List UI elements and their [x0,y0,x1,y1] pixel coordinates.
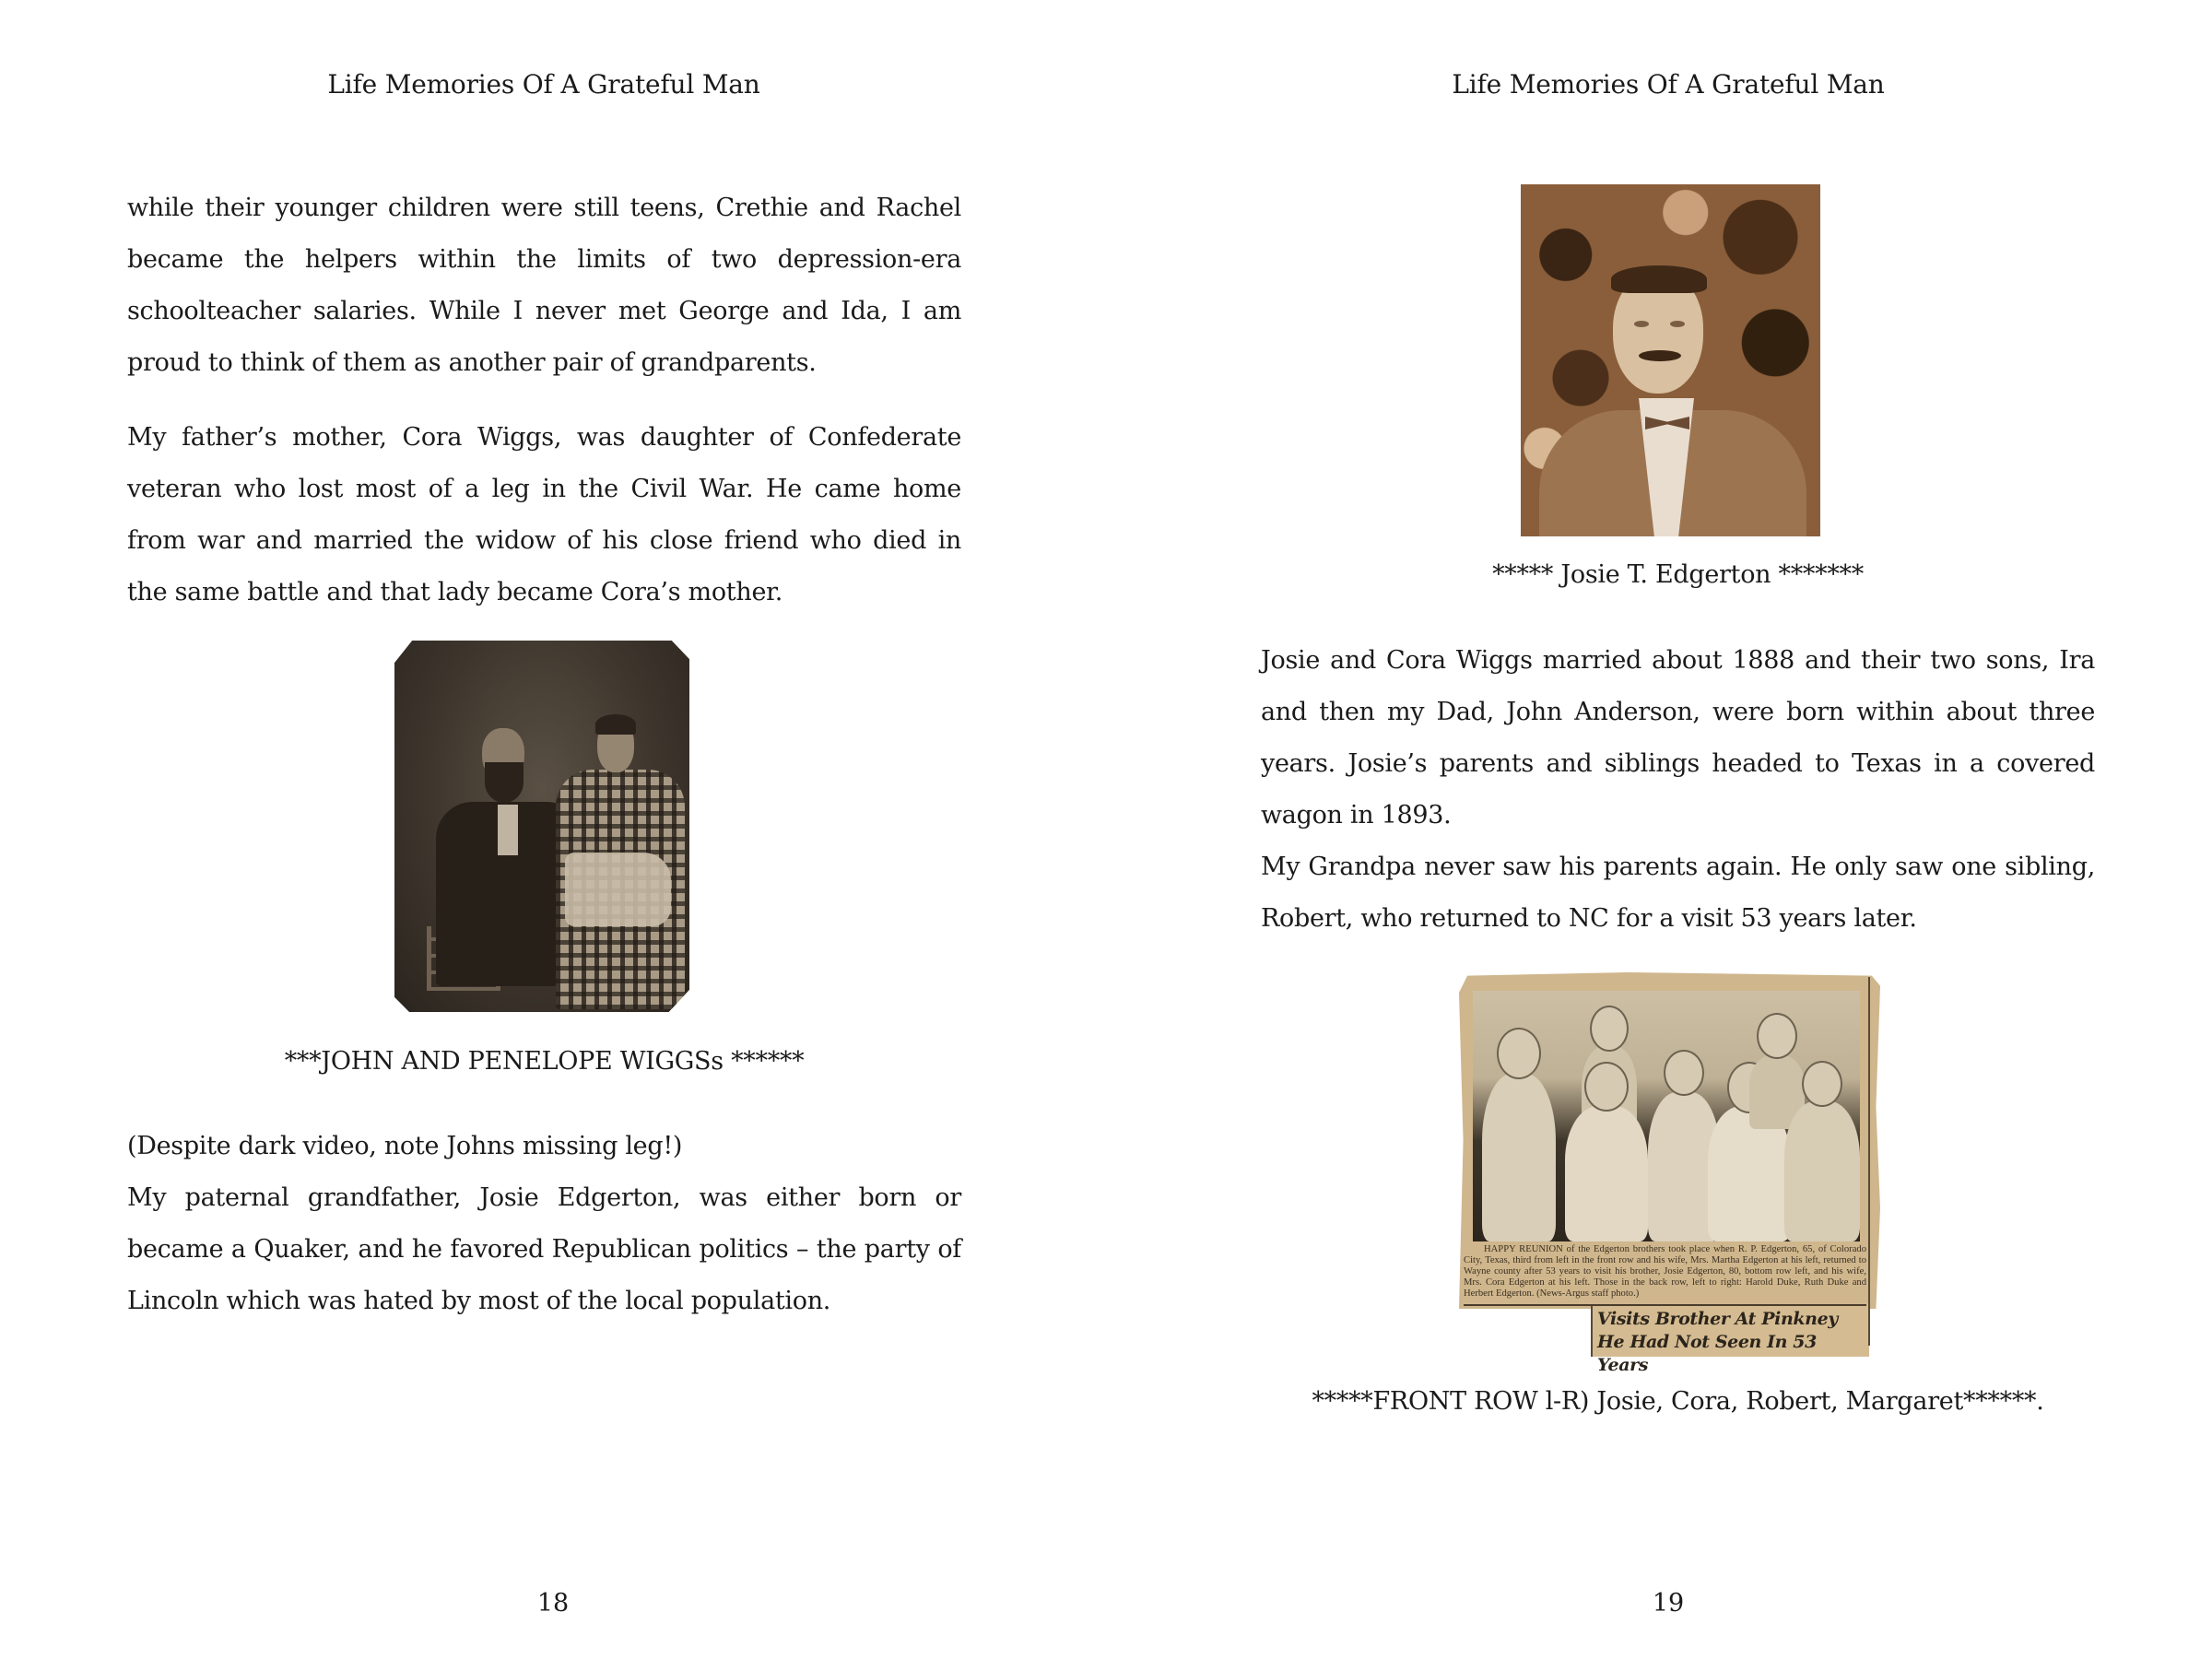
left-body-top [127,182,961,618]
photo-josie-t-edgerton [1521,184,1820,536]
hair [1611,265,1707,293]
paragraph-josie-cora-married: Josie and Cora Wiggs married about 1888 and their two sons, Ira and then my Dad, John Anderson, were born within about three years. Josie’s parents and siblings headed to Texas in a covered wagon in 1893. [1261,646,2095,830]
eye-left [1634,321,1649,327]
man-shirt [498,805,518,855]
left-body-bottom [127,1121,961,1327]
person-margaret [1784,1101,1860,1241]
person-cora [1565,1106,1648,1241]
person-josie [1482,1074,1556,1241]
paragraph-grandpa-robert: My Grandpa never saw his parents again. He only saw one sibling, Robert, who returned to NC for a visit 53 years later. [1261,853,2095,933]
running-head-left: Life Memories Of A Grateful Man [327,69,760,100]
page-number-18: 18 [536,1589,570,1618]
woman-hair [595,714,636,735]
man-beard [485,762,524,803]
clipping-caption-text: HAPPY REUNION of the Edgerton brothers took place when R. P. Edgerton, 65, of Colorado City, Texas, third from left in the front row and his wife, Mrs. Martha Edgerton at his left, returned to Wayne county after 53 years to visit his brother, Josie Edgerton, 80, bottom row left, and his wife, Mrs. Cora Edgerton at his left. Those in the back row, left to right: Harold Duke, Ruth Duke and Herbert Edgerton. (News-Argus staff photo.) [1464,1244,1866,1299]
caption-john-penelope: ***JOHN AND PENELOPE WIGGSs ****** [284,1047,805,1076]
reunion-photo [1473,991,1860,1241]
photo-john-and-penelope-wiggs [394,641,689,1012]
paragraph-josie-quaker: My paternal grandfather, Josie Edgerton, was either born or became a Quaker, and he favored Republican politics – the party of Lincoln which was hated by most of the local population. [127,1183,961,1315]
right-body [1261,635,2095,945]
clipping-column-rule [1868,977,1870,1346]
mustache [1639,350,1681,361]
clipping-headline [1597,1308,1866,1377]
caption-front-row: *****FRONT ROW l-R) Josie, Cora, Robert, Margaret******. [1312,1387,2044,1416]
running-head-right: Life Memories Of A Grateful Man [1452,69,1885,100]
page-number-19: 19 [1652,1589,1685,1618]
headline-line-2: He Had Not Seen In 53 Years [1597,1332,1817,1375]
newspaper-clipping [1459,972,1880,1375]
paragraph-cora-wiggs: My father’s mother, Cora Wiggs, was daughter of Confederate veteran who lost most of a leg in the Civil War. He came home from war and married the widow of his close friend who died in the same battle and that lady became Cora’s mother. [127,423,961,606]
woman-apron [565,853,671,926]
note-missing-leg: (Despite dark video, note Johns missing leg!) [127,1132,683,1160]
caption-josie-edgerton: ***** Josie T. Edgerton ******* [1492,560,1864,589]
clipping-rule [1464,1304,1866,1306]
headline-line-1: Visits Brother At Pinkney [1597,1309,1838,1329]
eye-right [1670,321,1685,327]
paragraph-grandparents: while their younger children were still teens, Crethie and Rachel became the helpers within the limits of two depression-era schoolteacher salaries. While I never met George and Ida, I am proud to think of them as another pair of grandparents. [127,194,961,377]
